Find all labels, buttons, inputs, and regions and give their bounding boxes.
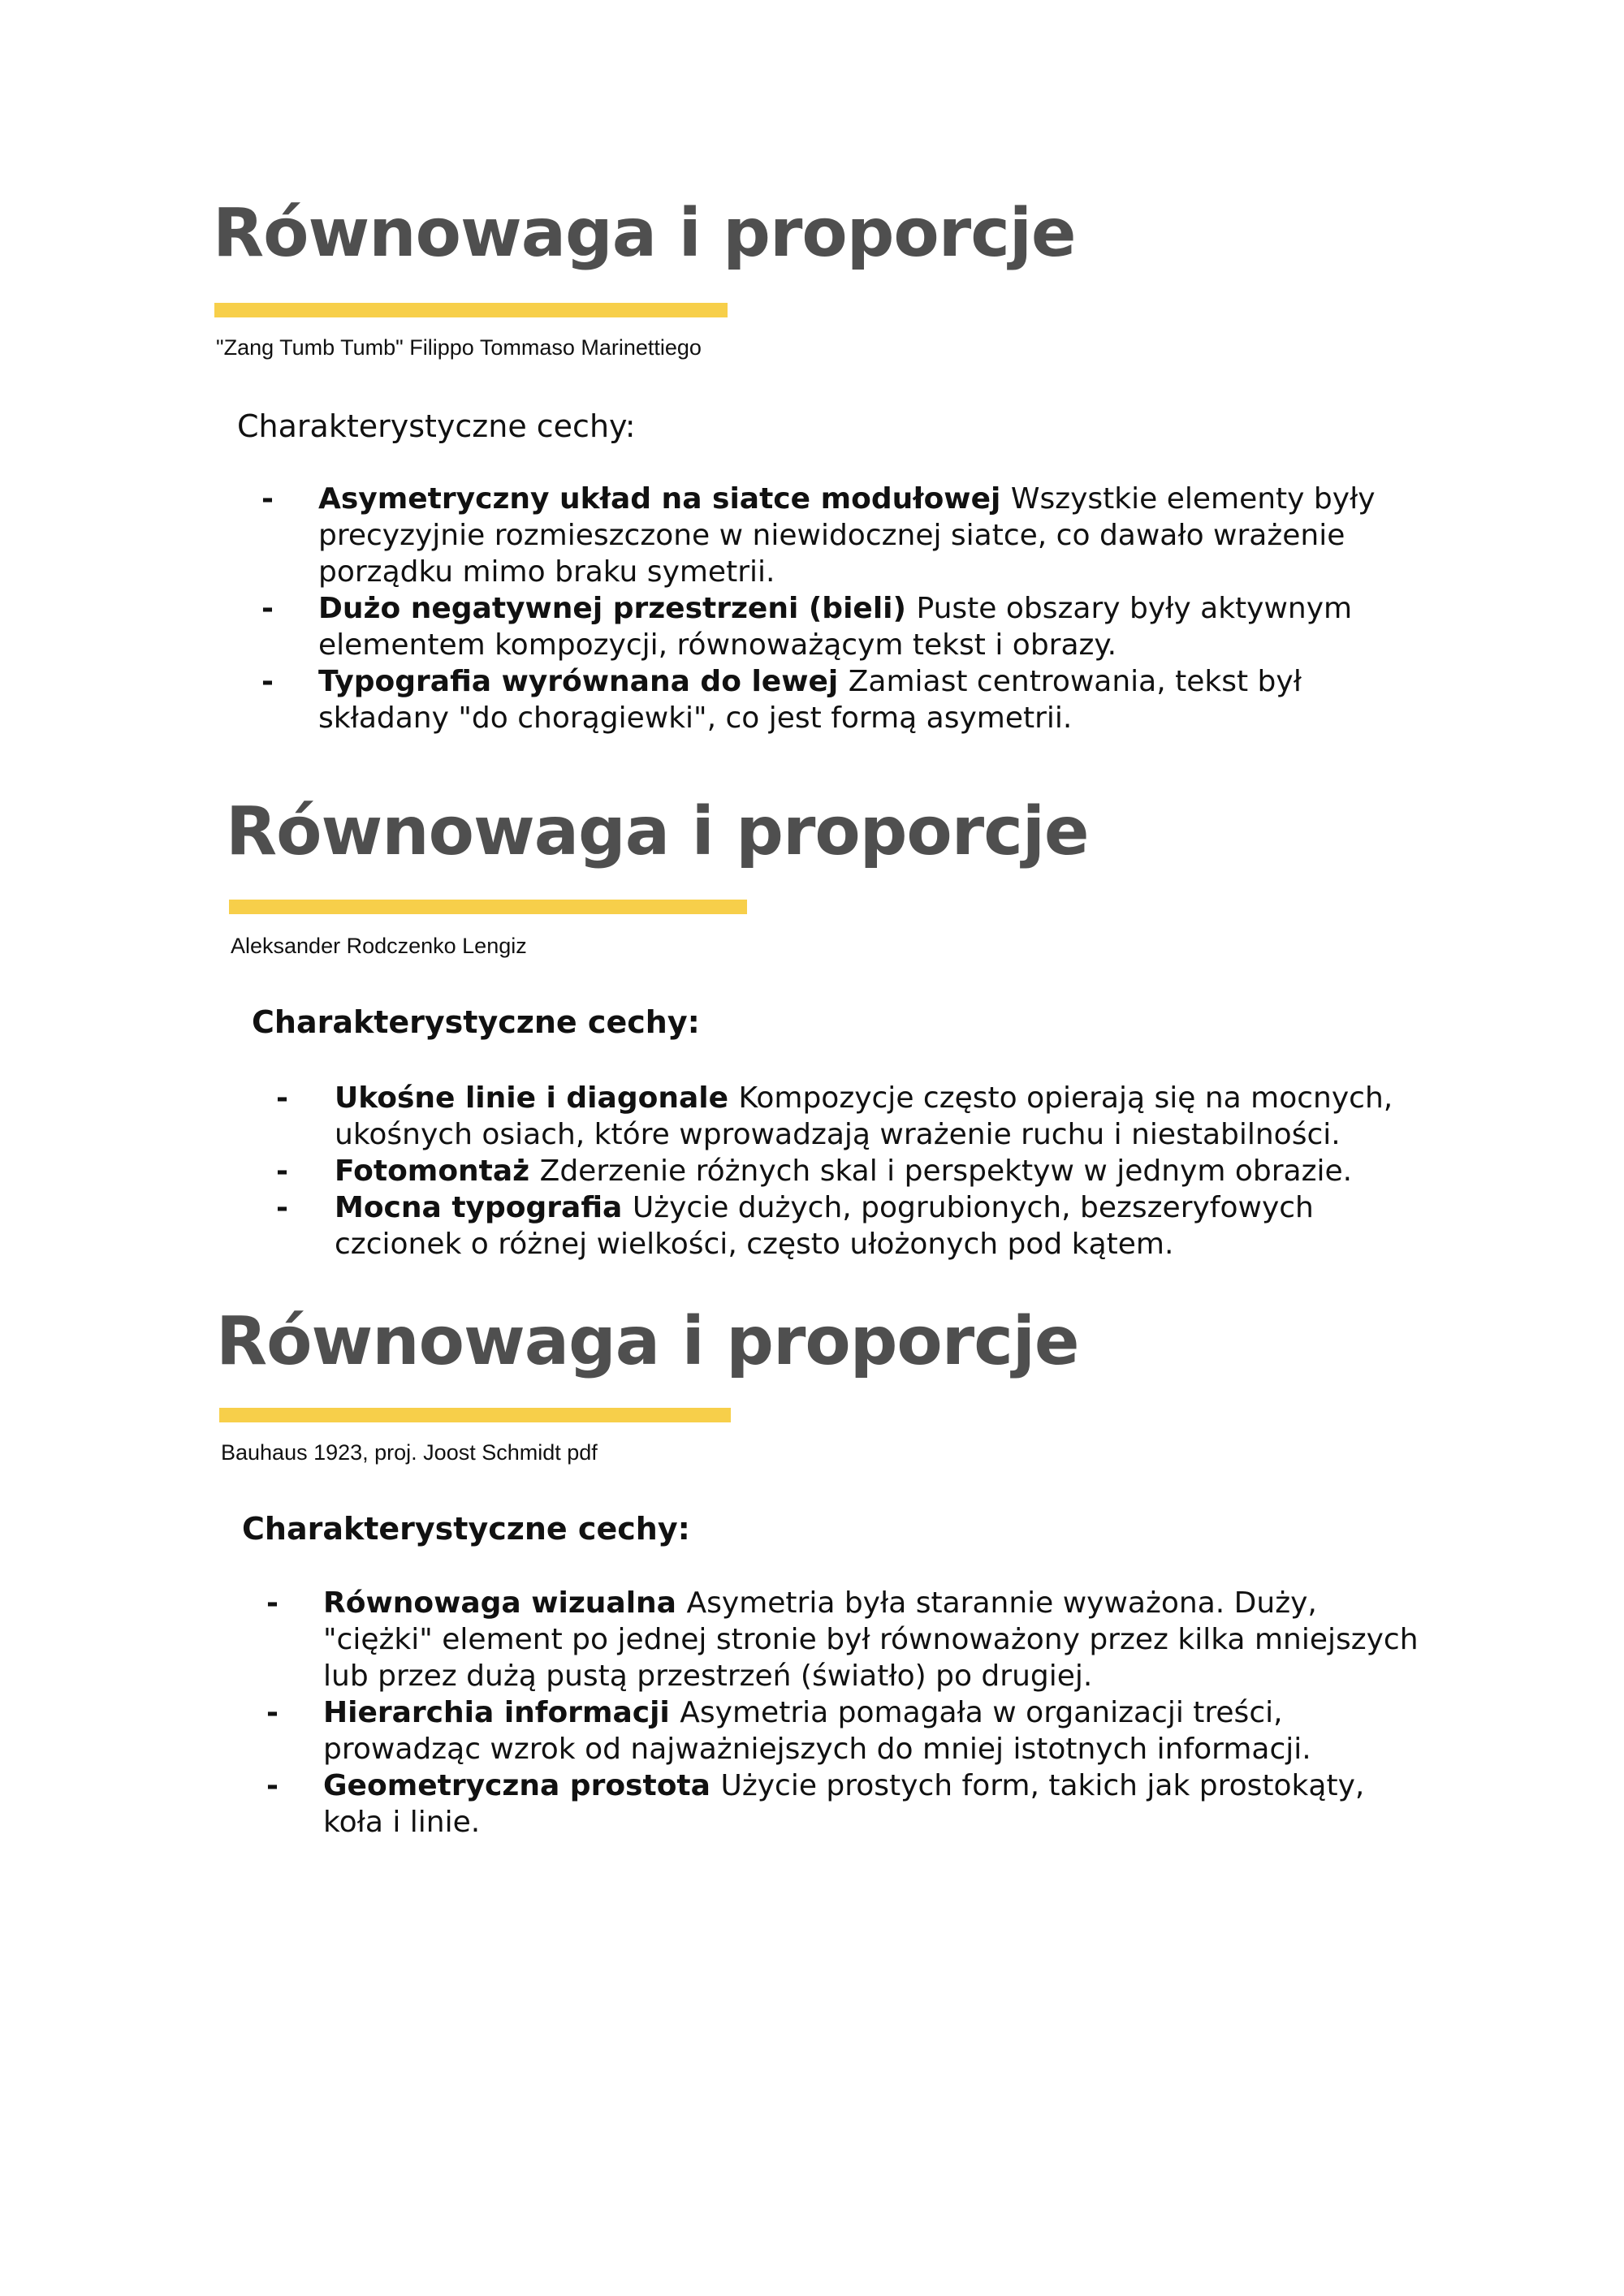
list-item: [276, 1080, 1445, 1153]
section-3-feature-list: [266, 1585, 1419, 1841]
dash-bullet: -: [261, 482, 274, 516]
list-item: [276, 1189, 1445, 1262]
dash-bullet: -: [266, 1586, 279, 1620]
list-item: [266, 1767, 1419, 1841]
section-1-accent-bar: [214, 303, 728, 317]
item-text: Zderzenie różnych skal i perspektyw w jednym obrazie.: [539, 1154, 1353, 1188]
section-3-caption: Bauhaus 1923, proj. Joost Schmidt pdf: [221, 1440, 598, 1465]
list-item: [261, 663, 1431, 736]
list-item: [266, 1585, 1419, 1694]
dash-bullet: -: [276, 1154, 288, 1188]
section-1-subheading: Charakterystyczne cechy:: [237, 408, 636, 444]
item-text: Użycie dużych, pogrubionych, bezszeryfowych czcionek o różnej wielkości, często ułożonych pod kątem.: [335, 1191, 1314, 1261]
item-term: Asymetryczny układ na siatce modułowej: [318, 482, 1011, 516]
item-term: Fotomontaż: [335, 1154, 540, 1188]
item-term: Hierarchia informacji: [323, 1696, 680, 1729]
section-1-title: Równowaga i proporcje: [213, 195, 1076, 272]
section-2-accent-bar: [229, 900, 747, 914]
section-2-feature-list: [276, 1080, 1445, 1262]
dash-bullet: -: [266, 1696, 279, 1729]
list-item: [261, 481, 1431, 590]
section-1-caption: "Zang Tumb Tumb" Filippo Tommaso Marinettiego: [216, 335, 702, 360]
dash-bullet: -: [261, 592, 274, 625]
list-item: [261, 590, 1431, 663]
section-2-caption: Aleksander Rodczenko Lengiz: [231, 934, 527, 958]
item-term: Mocna typografia: [335, 1191, 633, 1224]
item-term: Typografia wyrównana do lewej: [318, 665, 849, 698]
dash-bullet: -: [276, 1081, 288, 1115]
item-term: Ukośne linie i diagonale: [335, 1081, 739, 1115]
section-2-subheading: Charakterystyczne cechy:: [252, 1004, 700, 1040]
list-item: [276, 1153, 1445, 1189]
item-text: Kompozycje często opierają się na mocnych, ukośnych osiach, które wprowadzają wrażenie ruchu i niestabilności.: [335, 1081, 1393, 1151]
dash-bullet: -: [266, 1769, 279, 1802]
item-term: Równowaga wizualna: [323, 1586, 687, 1620]
item-term: Dużo negatywnej przestrzeni (bieli): [318, 592, 917, 625]
section-3-title: Równowaga i proporcje: [216, 1303, 1079, 1380]
list-item: [266, 1694, 1419, 1767]
section-1-feature-list: [261, 481, 1431, 736]
section-2-title: Równowaga i proporcje: [226, 793, 1089, 870]
section-3-accent-bar: [219, 1408, 731, 1422]
dash-bullet: -: [276, 1191, 288, 1224]
item-text: Asymetria pomagała w organizacji treści, prowadząc wzrok od najważniejszych do mniej istotnych informacji.: [323, 1696, 1311, 1766]
item-text: Asymetria była starannie wyważona. Duży, "ciężki" element po jednej stronie był równoważony przez kilka mniejszych lub przez dużą pustą przestrzeń (światło) po drugiej.: [323, 1586, 1419, 1693]
item-text: Zamiast centrowania, tekst był składany "do chorągiewki", co jest formą asymetrii.: [318, 665, 1302, 735]
section-3-subheading: Charakterystyczne cechy:: [242, 1511, 690, 1547]
dash-bullet: -: [261, 665, 274, 698]
item-text: Puste obszary były aktywnym elementem kompozycji, równoważącym tekst i obrazy.: [318, 592, 1353, 662]
item-text: Wszystkie elementy były precyzyjnie rozmieszczone w niewidocznej siatce, co dawało wrażenie porządku mimo braku symetrii.: [318, 482, 1376, 589]
item-text: Użycie prostych form, takich jak prostokąty, koła i linie.: [323, 1769, 1365, 1839]
item-term: Geometryczna prostota: [323, 1769, 721, 1802]
